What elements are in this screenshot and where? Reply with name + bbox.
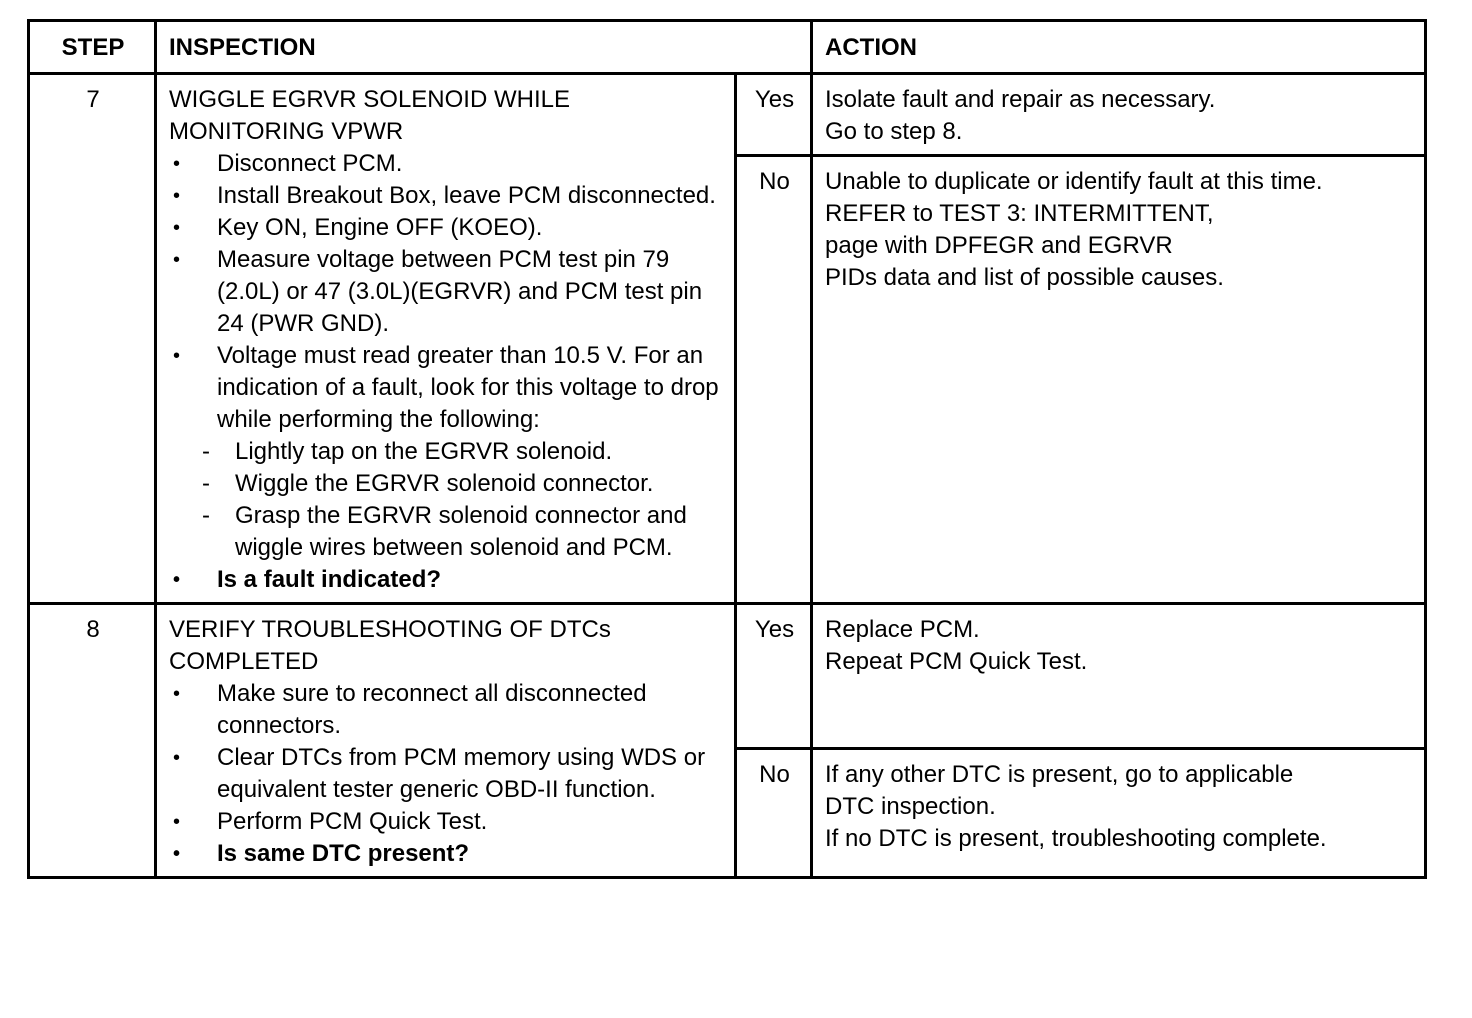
step-number: 8 (29, 604, 156, 878)
header-step: STEP (29, 21, 156, 74)
action-line: Isolate fault and repair as necessary. (825, 86, 1216, 113)
bullet-item: • Install Breakout Box, leave PCM disconnected. (169, 180, 724, 212)
question-bullet: • Is same DTC present? (169, 838, 724, 870)
no-label: No (736, 749, 812, 878)
step-title-line: WIGGLE EGRVR SOLENOID WHILE (169, 86, 570, 113)
step-title-line: VERIFY TROUBLESHOOTING OF DTCs (169, 616, 611, 643)
bullet-item: • Clear DTCs from PCM memory using WDS or equivalent tester generic OBD-II function. (169, 742, 724, 806)
bullet-item: • Perform PCM Quick Test. (169, 806, 724, 838)
step-8-yes-row (29, 604, 1426, 749)
bullet-item: • Make sure to reconnect all disconnected connectors. (169, 678, 724, 742)
sub-item: - Wiggle the EGRVR solenoid connector. (202, 468, 724, 500)
bullet-item: • Disconnect PCM. (169, 148, 724, 180)
action-line: PIDs data and list of possible causes. (825, 264, 1224, 291)
header-row (29, 21, 1426, 74)
yes-action (812, 604, 1426, 749)
step-7-inspection (156, 74, 736, 604)
step-8-inspection (156, 604, 736, 878)
yes-label: Yes (736, 604, 812, 749)
bullet-item-with-subitems (169, 340, 724, 564)
step-7-yes-row (29, 74, 1426, 156)
bullet-item: • Measure voltage between PCM test pin 79 (2.0L) or 47 (3.0L)(EGRVR) and PCM test pin 24 (PWR GND). (169, 244, 724, 340)
action-line: page with DPFEGR and EGRVR (825, 232, 1173, 259)
no-action (812, 749, 1426, 878)
inspection-bullets (169, 148, 724, 596)
yes-label: Yes (736, 74, 812, 156)
yes-action (812, 74, 1426, 156)
sub-item: - Lightly tap on the EGRVR solenoid. (202, 436, 724, 468)
action-line: Repeat PCM Quick Test. (825, 648, 1088, 675)
bullet-text: Voltage must read greater than 10.5 V. For an indication of a fault, look for this voltage to drop while performing the following: (217, 342, 719, 433)
sub-items (202, 436, 724, 564)
question-bullet: • Is a fault indicated? (169, 564, 724, 596)
step-title-line: COMPLETED (169, 648, 319, 675)
step-title-line: MONITORING VPWR (169, 118, 404, 145)
inspection-bullets (169, 678, 724, 870)
header-inspection: INSPECTION (156, 21, 812, 74)
no-action (812, 156, 1426, 604)
sub-item: - Grasp the EGRVR solenoid connector and wiggle wires between solenoid and PCM. (202, 500, 724, 564)
header-action: ACTION (812, 21, 1426, 74)
action-line: If no DTC is present, troubleshooting complete. (825, 825, 1327, 852)
action-line: REFER to TEST 3: INTERMITTENT, (825, 200, 1214, 227)
troubleshooting-table (27, 19, 1427, 879)
bullet-item: • Key ON, Engine OFF (KOEO). (169, 212, 724, 244)
action-line: Go to step 8. (825, 118, 963, 145)
action-line: Unable to duplicate or identify fault at this time. (825, 168, 1323, 195)
action-line: Replace PCM. (825, 616, 980, 643)
action-line: DTC inspection. (825, 793, 996, 820)
step-number: 7 (29, 74, 156, 604)
action-line: If any other DTC is present, go to applicable (825, 761, 1294, 788)
no-label: No (736, 156, 812, 604)
